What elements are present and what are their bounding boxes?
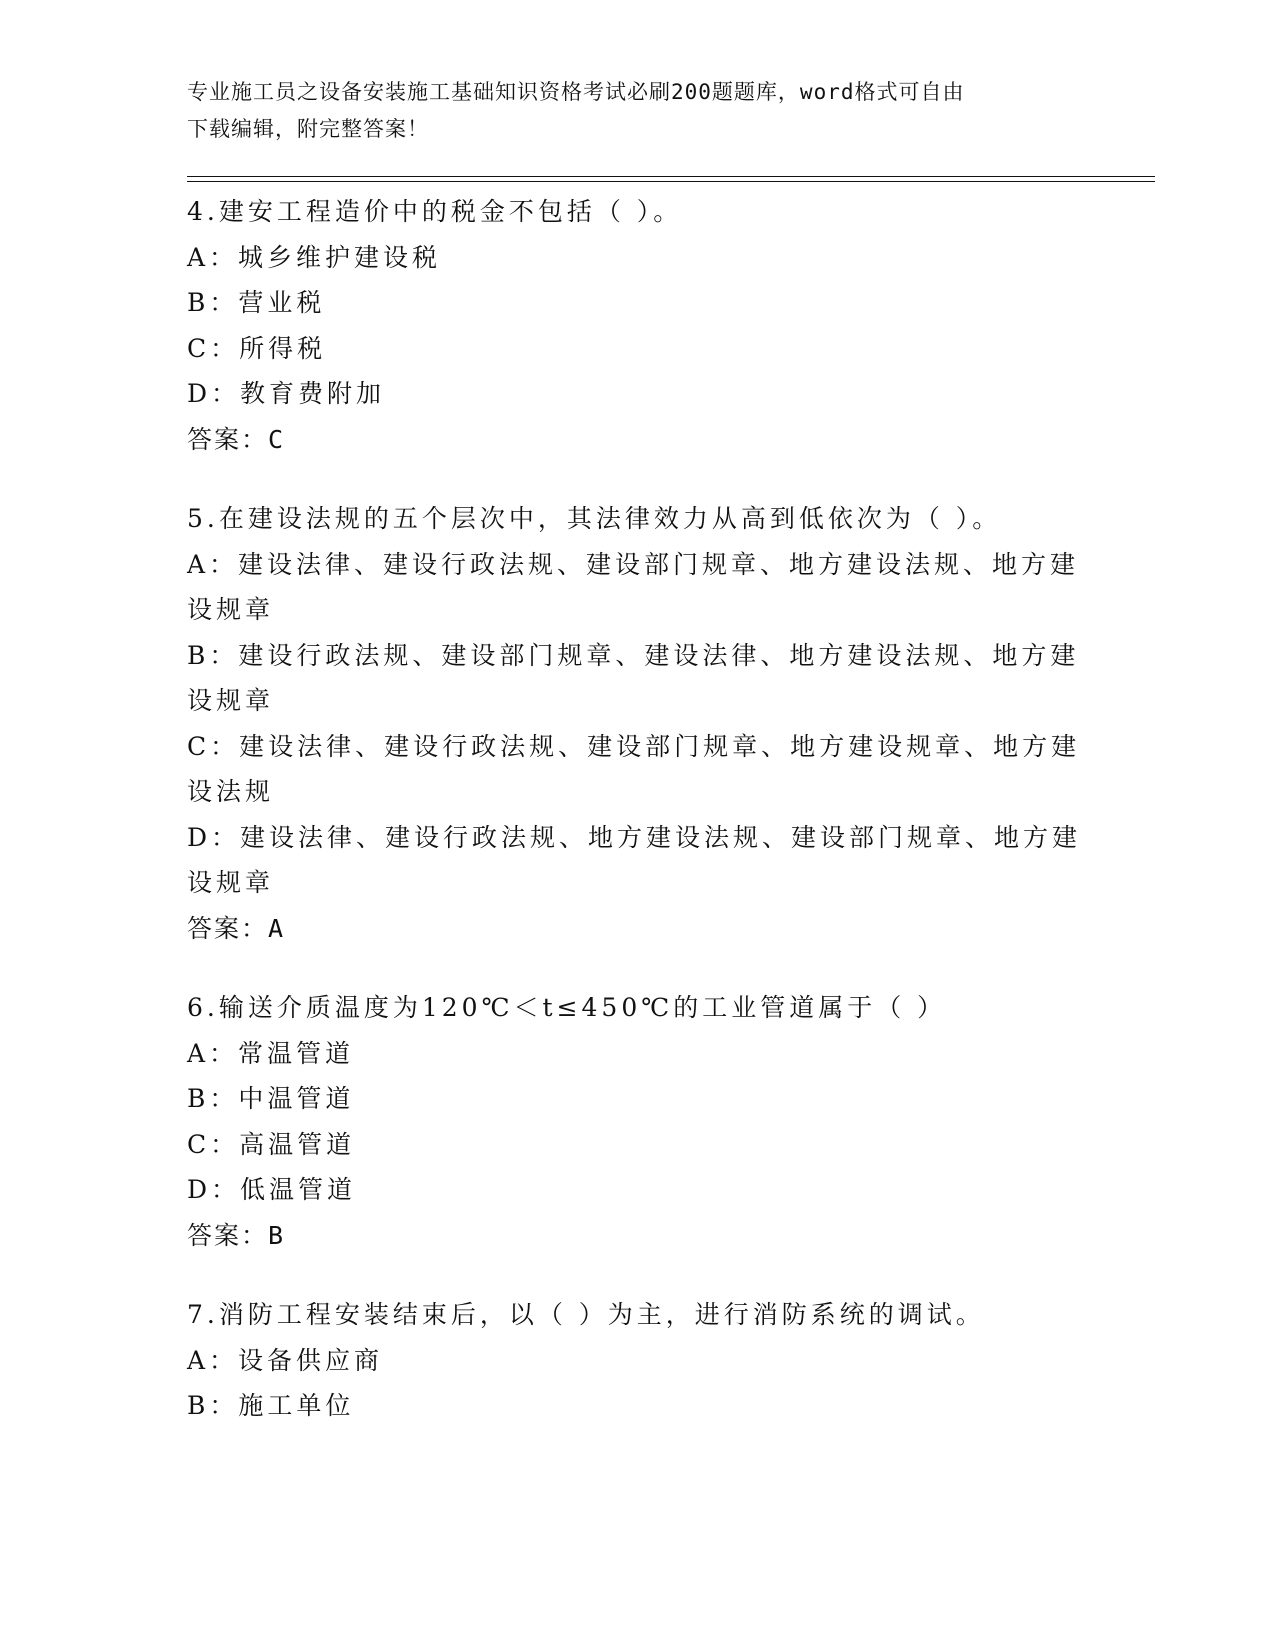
answer: 答案：B — [187, 1220, 286, 1250]
option-a: A：常温管道 — [187, 1038, 355, 1068]
option-c: C：高温管道 — [187, 1129, 356, 1159]
option-c: C：所得税 — [187, 333, 327, 363]
option-a: A：设备供应商 — [187, 1345, 384, 1375]
question-stem: 6.输送介质温度为120℃＜t≤450℃的工业管道属于（ ） — [187, 993, 947, 1022]
question-stem: 4.建安工程造价中的税金不包括（ ）。 — [187, 197, 683, 226]
header-divider-bottom — [187, 181, 1155, 182]
header-divider-top — [187, 176, 1155, 177]
option-b: B：建设行政法规、建设部门规章、建设法律、地方建设法规、地方建设规章 — [187, 640, 1080, 715]
option-d: D：建设法律、建设行政法规、地方建设法规、建设部门规章、地方建设规章 — [187, 822, 1082, 897]
document-header — [187, 74, 1067, 148]
question-list — [187, 189, 1087, 1463]
question-stem: 5.在建设法规的五个层次中，其法律效力从高到低依次为（ ）。 — [187, 504, 1002, 533]
header-line-1: 专业施工员之设备安装施工基础知识资格考试必刷200题题库，word格式可自由 — [187, 80, 965, 104]
question-4 — [187, 189, 1087, 462]
option-c: C：建设法律、建设行政法规、建设部门规章、地方建设规章、地方建设法规 — [187, 731, 1081, 806]
question-stem: 7.消防工程安装结束后，以（ ）为主，进行消防系统的调试。 — [187, 1300, 985, 1329]
answer: 答案：A — [187, 913, 286, 943]
question-7 — [187, 1292, 1087, 1429]
question-5 — [187, 496, 1087, 951]
option-b: B：营业税 — [187, 288, 326, 317]
option-a: A：建设法律、建设行政法规、建设部门规章、地方建设法规、地方建设规章 — [187, 549, 1080, 624]
answer: 答案：C — [187, 424, 286, 454]
question-6 — [187, 985, 1087, 1258]
option-b: B：中温管道 — [187, 1084, 355, 1113]
header-line-2: 下载编辑，附完整答案！ — [187, 117, 429, 141]
option-a: A：城乡维护建设税 — [187, 242, 442, 272]
option-d: D：低温管道 — [187, 1175, 357, 1204]
option-b: B：施工单位 — [187, 1391, 355, 1420]
option-d: D：教育费附加 — [187, 379, 386, 408]
